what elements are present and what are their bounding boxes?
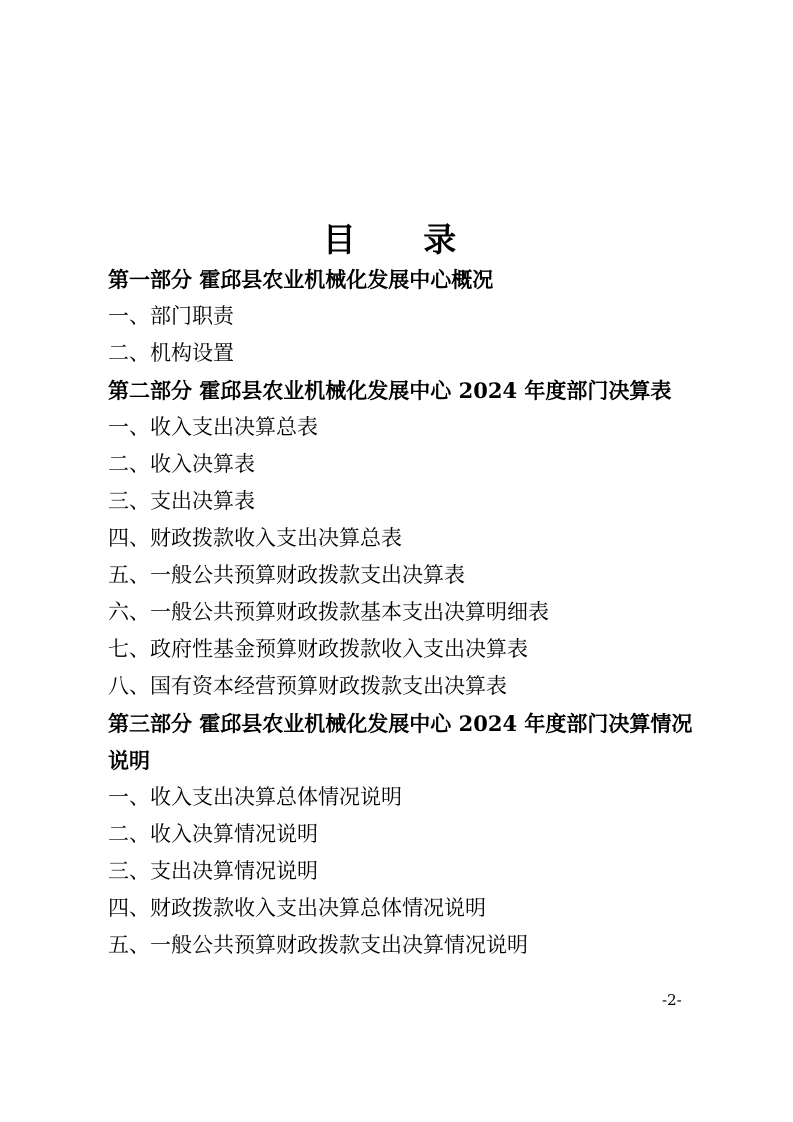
toc-item: 四、财政拨款收入支出决算总表 (108, 526, 402, 550)
toc-item: 五、一般公共预算财政拨款支出决算表 (108, 563, 465, 587)
part-2 (108, 372, 696, 705)
part-3 (108, 705, 696, 964)
toc-item: 七、政府性基金预算财政拨款收入支出决算表 (108, 637, 528, 661)
toc-item: 二、收入决算表 (108, 452, 255, 476)
part-heading: 第三部分 霍邱县农业机械化发展中心 2024 年度部门决算情况说明 (108, 711, 693, 773)
toc-title: 目 录 (322, 220, 485, 259)
part-heading: 第一部分 霍邱县农业机械化发展中心概况 (108, 267, 494, 292)
part-heading: 第二部分 霍邱县农业机械化发展中心 2024 年度部门决算表 (108, 378, 672, 403)
page-number: -2- (662, 991, 682, 1009)
toc-item: 三、支出决算情况说明 (108, 859, 318, 883)
toc-item: 八、国有资本经营预算财政拨款支出决算表 (108, 674, 507, 698)
toc-item: 四、财政拨款收入支出决算总体情况说明 (108, 896, 486, 920)
part-1 (108, 261, 696, 372)
toc-item: 六、一般公共预算财政拨款基本支出决算明细表 (108, 600, 549, 624)
toc-item: 一、收入支出决算总体情况说明 (108, 785, 402, 809)
toc-item: 一、收入支出决算总表 (108, 415, 318, 439)
toc-item: 二、收入决算情况说明 (108, 822, 318, 846)
toc-item: 五、一般公共预算财政拨款支出决算情况说明 (108, 933, 528, 957)
toc-item: 二、机构设置 (108, 341, 234, 365)
table-of-contents (108, 261, 696, 964)
toc-item: 一、部门职责 (108, 304, 234, 328)
toc-item: 三、支出决算表 (108, 489, 255, 513)
